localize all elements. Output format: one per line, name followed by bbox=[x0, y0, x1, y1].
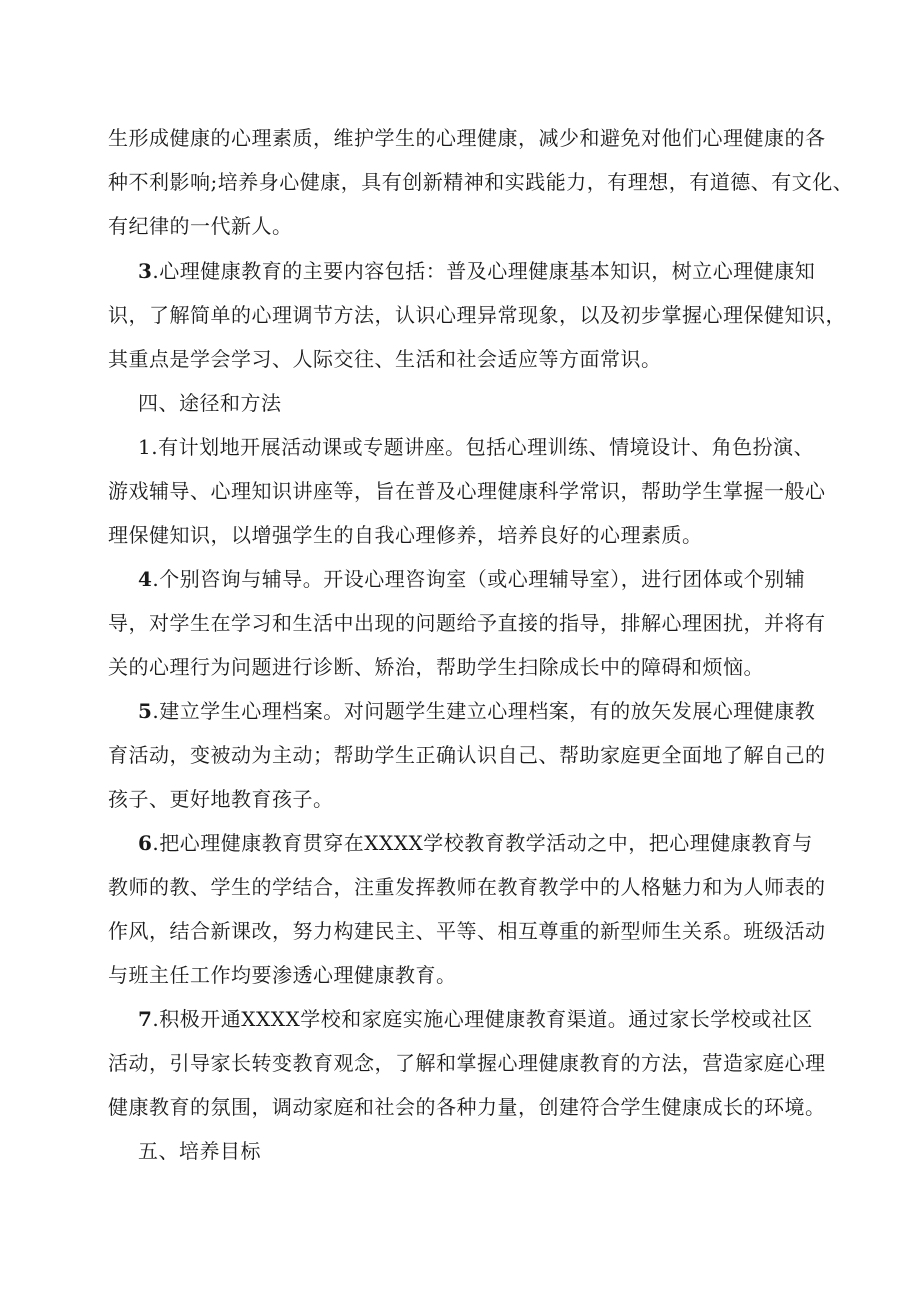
section-heading: 四、途径和方法 bbox=[138, 391, 282, 415]
text-line: .个别咨询与辅导。开设心理咨询室（或心理辅导室），进行团体或个别辅 bbox=[152, 567, 806, 591]
text-line: 1.有计划地开展活动课或专题讲座。包括心理训练、情境设计、角色扮演、 bbox=[138, 435, 815, 459]
item-number: 3 bbox=[138, 259, 153, 283]
list-item-3-first-line bbox=[138, 257, 815, 285]
item-number: 7 bbox=[138, 1007, 153, 1031]
text-line: 孩子、更好地教育孩子。 bbox=[108, 787, 334, 811]
text-line: .心理健康教育的主要内容包括：普及心理健康基本知识，树立心理健康知 bbox=[152, 259, 816, 283]
section-heading: 五、培养目标 bbox=[138, 1139, 261, 1163]
text-line: 理保健知识，以增强学生的自我心理修养，培养良好的心理素质。 bbox=[108, 523, 703, 547]
text-line: 健康教育的氛围，调动家庭和社会的各种力量，创建符合学生健康成长的环境。 bbox=[108, 1095, 826, 1119]
text-line: .建立学生心理档案。对问题学生建立心理档案，有的放矢发展心理健康教 bbox=[152, 699, 816, 723]
text-line: 导，对学生在学习和生活中出现的问题给予直接的指导，排解心理困扰，并将有 bbox=[108, 611, 826, 635]
list-item-7-first-line bbox=[138, 1005, 813, 1033]
text-line: 教师的教、学生的学结合，注重发挥教师在教育教学中的人格魅力和为人师表的 bbox=[108, 875, 826, 899]
text-line: 游戏辅导、心理知识讲座等，旨在普及心理健康科学常识，帮助学生掌握一般心 bbox=[108, 479, 826, 503]
text-line: 有纪律的一代新人。 bbox=[108, 214, 293, 238]
list-item-6-first-line bbox=[138, 829, 813, 857]
text-line: .积极开通XXXX学校和家庭实施心理健康教育渠道。通过家长学校或社区 bbox=[152, 1007, 813, 1031]
text-line: 种不利影响;培养身心健康，具有创新精神和实践能力，有理想，有道德、有文化、 bbox=[108, 170, 854, 194]
text-line: 关的心理行为问题进行诊断、矫治，帮助学生扫除成长中的障碍和烦恼。 bbox=[108, 655, 764, 679]
text-line: 与班主任工作均要渗透心理健康教育。 bbox=[108, 963, 457, 987]
text-line: 育活动，变被动为主动；帮助学生正确认识自己、帮助家庭更全面地了解自己的 bbox=[108, 743, 826, 767]
list-item-5-first-line bbox=[138, 697, 815, 725]
text-line: 作风，结合新课改，努力构建民主、平等、相互尊重的新型师生关系。班级活动 bbox=[108, 919, 826, 943]
text-line: .把心理健康教育贯穿在XXXX学校教育教学活动之中，把心理健康教育与 bbox=[152, 831, 813, 855]
item-number: 5 bbox=[138, 699, 153, 723]
text-line: 活动，引导家长转变教育观念，了解和掌握心理健康教育的方法，营造家庭心理 bbox=[108, 1051, 826, 1075]
text-line: 生形成健康的心理素质，维护学生的心理健康，减少和避免对他们心理健康的各 bbox=[108, 126, 826, 150]
item-number: 4 bbox=[138, 567, 153, 591]
text-line: 识，了解简单的心理调节方法，认识心理异常现象，以及初步掌握心理保健知识， bbox=[108, 303, 846, 327]
list-item-4-first-line bbox=[138, 565, 805, 593]
text-line: 其重点是学会学习、人际交往、生活和社会适应等方面常识。 bbox=[108, 347, 662, 371]
item-number: 6 bbox=[138, 831, 153, 855]
